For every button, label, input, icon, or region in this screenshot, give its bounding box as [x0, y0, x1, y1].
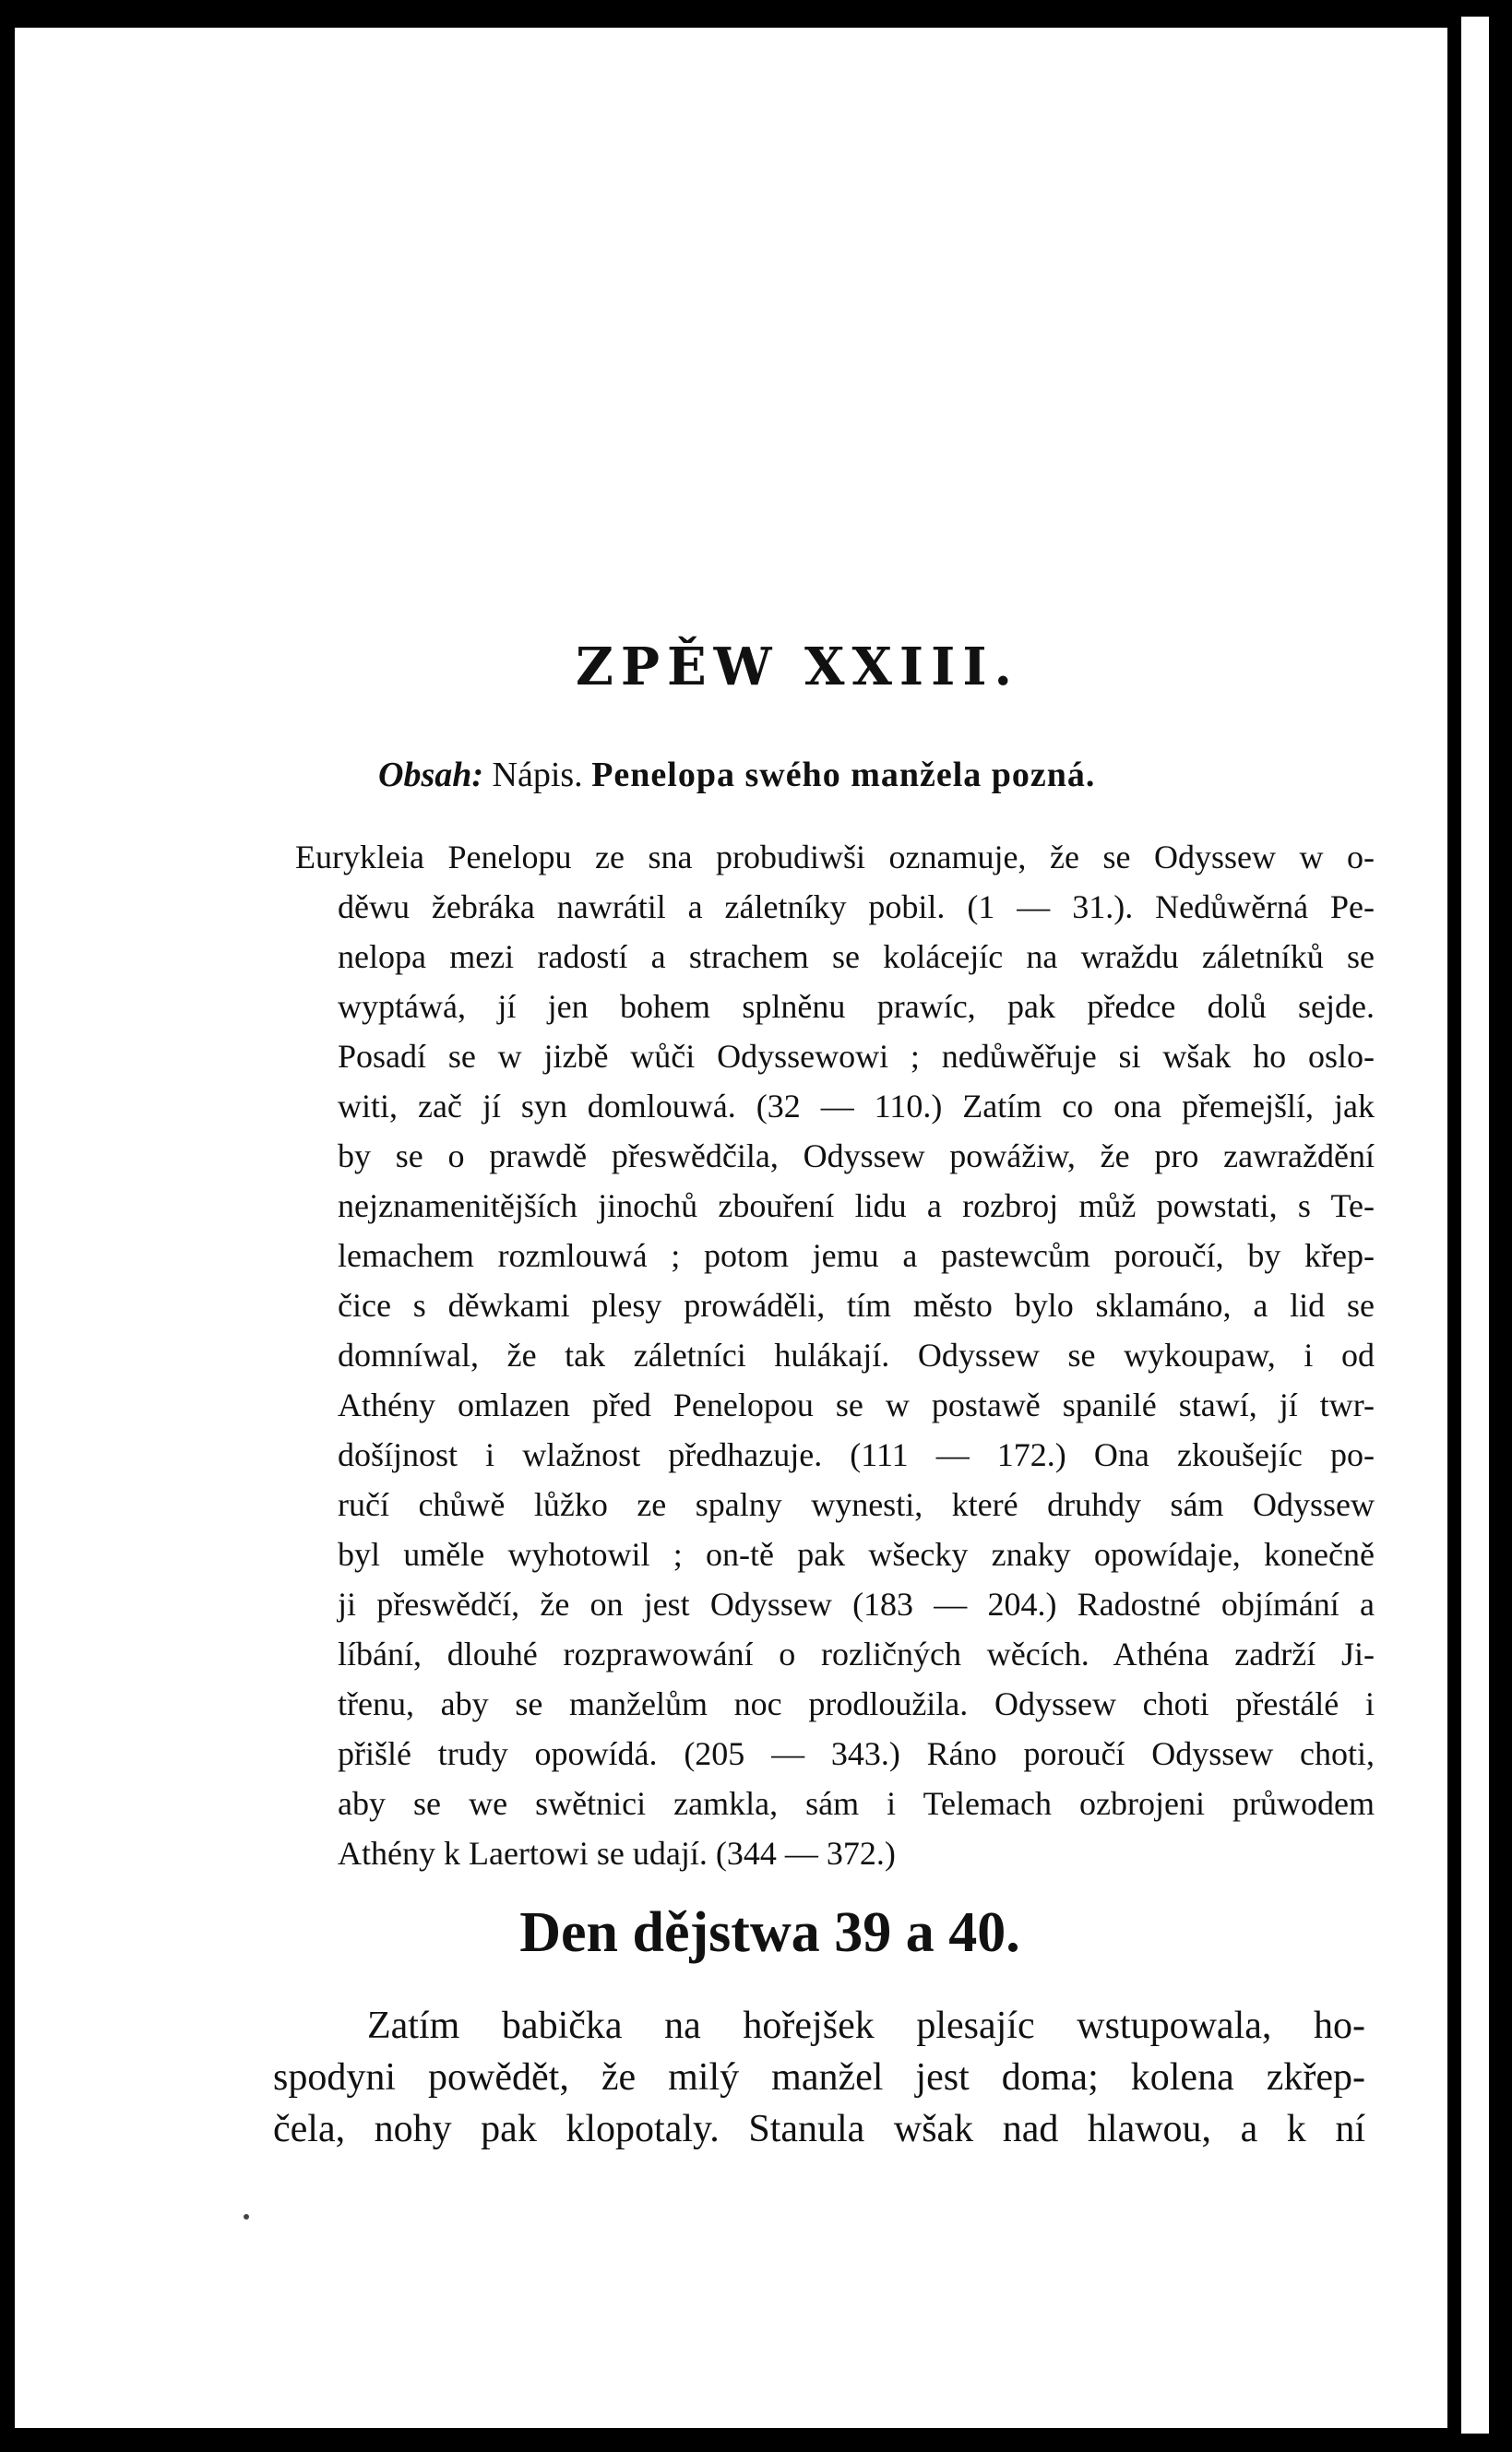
summary-line: Athény k Laertowi se udají. (344 — 372.)	[338, 1835, 896, 1872]
body-line: čela, nohy pak klopotaly. Stanula wšak nad hlawou, a k ní	[273, 2108, 1365, 2150]
summary-line: nejznamenitějších jinochů zbouření lidu a rozbroj můž powstati, s Te-	[338, 1187, 1375, 1224]
summary-line: děwu žebráka nawrátil a záletníky pobil. (1 — 31.). Nedůwěrná Pe-	[338, 888, 1375, 925]
summary-line: wyptáwá, jí jen bohem splněnu prawíc, pak předce dolů sejde.	[338, 988, 1375, 1025]
summary-line: aby se we swětnici zamkla, sám i Telemach ozbrojeni průwodem	[338, 1785, 1375, 1822]
summary-line: lemachem rozmlouwá ; potom jemu a pastewcům poroučí, by křep-	[338, 1237, 1375, 1274]
summary-line: třenu, aby se manželům noc prodloužila. Odyssew choti přestálé i	[338, 1685, 1375, 1722]
summary-line: ručí chůwě lůžko ze spalny wynesti, které druhdy sám Odyssew	[338, 1486, 1375, 1523]
summary-line: witi, zač jí syn domlouwá. (32 — 110.) Zatím co ona přemejšlí, jak	[338, 1088, 1375, 1125]
body-line: spodyni powědět, že milý manžel jest doma; kolena zkřep-	[273, 2056, 1365, 2099]
summary-line: Posadí se w jizbě wůči Odyssewowi ; nedůwěřuje si wšak ho oslo-	[338, 1038, 1375, 1075]
summary-line: domníwal, že tak záletníci hulákají. Odyssew se wykoupaw, i od	[338, 1337, 1375, 1374]
body-line: Zatím babička na hořejšek plesajíc wstupowala, ho-	[367, 2005, 1365, 2047]
summary-line: ji přeswědčí, že on jest Odyssew (183 — 204.) Radostné objímání a	[338, 1586, 1375, 1623]
summary-line: Athény omlazen před Penelopou se w postawě spanilé stawí, jí twr-	[338, 1387, 1375, 1423]
summary-line: došíjnost i wlažnost předhazuje. (111 — 172.) Ona zkoušejíc po-	[338, 1436, 1375, 1473]
summary-line: přišlé trudy opowídá. (205 — 343.) Ráno poroučí Odyssew choti,	[338, 1735, 1375, 1772]
body-paragraph	[273, 2000, 1365, 2155]
summary-line: by se o prawdě přeswědčila, Odyssew powážiw, že pro zawraždění	[338, 1137, 1375, 1174]
summary-line: Eurykleia Penelopu ze sna probudiwši oznamuje, že se Odyssew w o-	[295, 839, 1375, 875]
summary-line: nelopa mezi radostí a strachem se kolácejíc na wraždu záletníků se	[338, 938, 1375, 975]
summary-paragraph	[295, 832, 1375, 1878]
day-heading: Den dějstwa 39 a 40.	[519, 1901, 1020, 1964]
contents-title: Penelopa swého manžela pozná.	[591, 756, 1096, 794]
contents-line	[378, 755, 1095, 795]
ink-speck	[244, 2214, 249, 2220]
contents-label: Obsah:	[378, 756, 484, 794]
summary-line: čice s děwkami plesy prowáděli, tím město bylo sklamáno, a lid se	[338, 1287, 1375, 1324]
summary-line: byl uměle wyhotowil ; on-tě pak wšecky znaky opowídaje, konečně	[338, 1536, 1375, 1573]
contents-napis: Nápis.	[492, 756, 583, 794]
summary-line: líbání, dlouhé rozprawowání o rozličných wěcích. Athéna zadrží Ji-	[338, 1636, 1375, 1672]
adjacent-page-edge	[1461, 17, 1489, 2434]
song-heading: ZPĚW XXIII.	[575, 637, 1020, 697]
